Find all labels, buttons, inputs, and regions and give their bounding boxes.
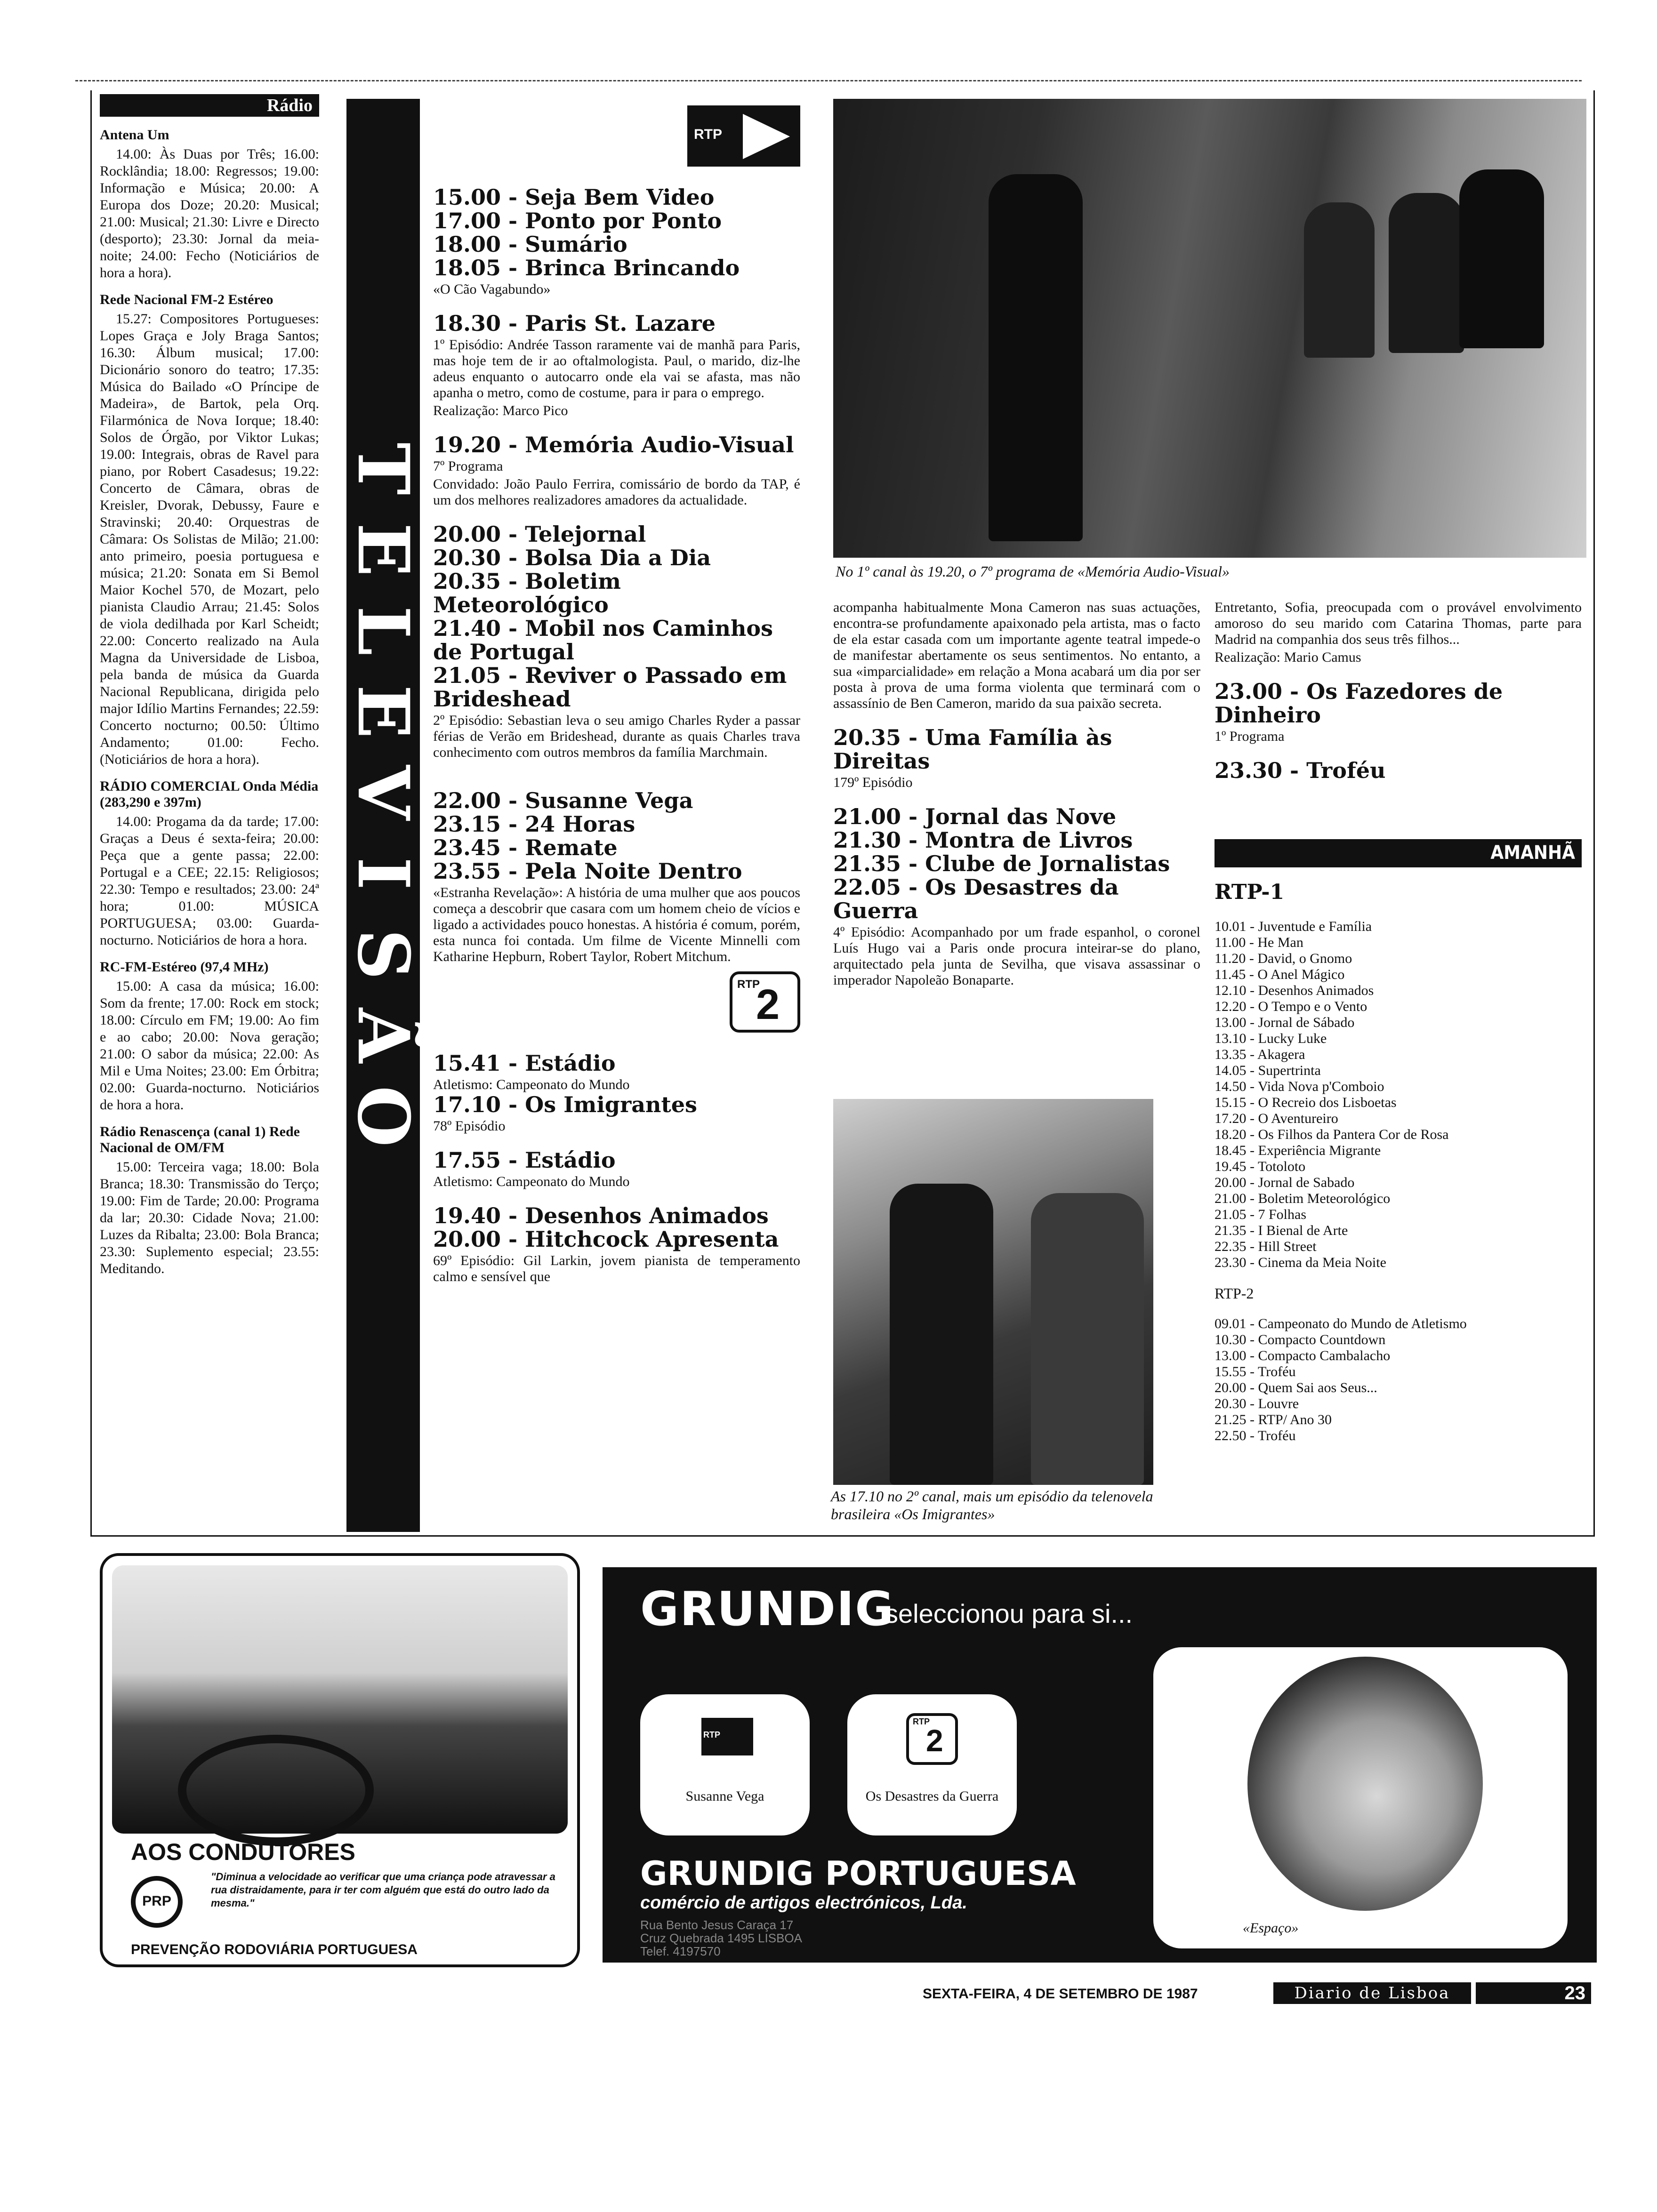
photo-caption: No 1º canal às 19.20, o 7º programa de «Memória Audio-Visual»: [836, 563, 1230, 580]
programme-title: 15.41 - Estádio: [433, 1050, 616, 1076]
programme-title: 22.05 - Os Desastres da Guerra: [833, 874, 1119, 923]
photo-figure: [1031, 1193, 1144, 1485]
schedule-row: 21.35 - I Bienal de Arte: [1215, 1223, 1348, 1238]
rtp1-logo: [701, 1718, 753, 1755]
schedule-row: 20.30 - Louvre: [1215, 1396, 1299, 1411]
banner-letter: V: [342, 765, 425, 820]
programme-description: 179º Episódio: [833, 775, 913, 790]
schedule-row: 09.01 - Campeonato do Mundo de Atletismo: [1215, 1316, 1467, 1331]
rtp2-schedule-list: [1215, 1316, 1582, 1444]
programme-description: «Estranha Revelação»: A história de uma mulher que aos poucos começa a descobrir que casara com um homem cheio de vícios e ligado a actividades pouco honestas. A história é comum, porém, esta nunca foi contada. Um filme de Vicente Minnelli com Katharine Hepburn, Robert Taylor, Robert Mitchum.: [433, 885, 800, 964]
schedule-row: 21.00 - Boletim Meteorológico: [1215, 1191, 1391, 1206]
schedule-row: 22.35 - Hill Street: [1215, 1239, 1317, 1254]
newspaper-title: Diario de Lisboa: [1273, 1982, 1471, 2004]
photo-figure: [1389, 193, 1464, 353]
radio-column: [100, 94, 319, 1534]
memoria-audiovisual-photo: [833, 99, 1586, 558]
schedule-row: 13.00 - Jornal de Sábado: [1215, 1015, 1355, 1030]
programme-description: 69º Episódio: Gil Larkin, jovem pianista de temperamento calmo e sensível que: [433, 1253, 800, 1284]
programme-title: 20.35 - Uma Família às Direitas: [833, 725, 1112, 774]
programme-description: Convidado: João Paulo Ferrira, comissário de bordo da TAP, é um dos melhores realizadores amadores da actualidade.: [433, 476, 800, 508]
banner-letter: Ã: [342, 1008, 425, 1063]
spacer: [1215, 665, 1582, 680]
programme-title: 23.55 - Pela Noite Dentro: [433, 858, 742, 884]
banner-letter: O: [342, 1085, 425, 1147]
photo-figure: [989, 174, 1083, 541]
rtp2-logo: [906, 1713, 958, 1765]
schedule-row: 21.05 - 7 Folhas: [1215, 1207, 1306, 1222]
portrait-screen: [1153, 1647, 1568, 1948]
spacer: [433, 761, 800, 789]
programme-title: 21.35 - Clube de Jornalistas: [833, 851, 1170, 876]
programme-title: 17.55 - Estádio: [433, 1147, 616, 1173]
road-safety-ad: [100, 1553, 580, 1967]
station-name: Rádio Renascença (canal 1) Rede Nacional de OM/FM: [100, 1124, 300, 1155]
spacer: [433, 508, 800, 522]
programme-note: «O Cão Vagabundo»: [433, 281, 551, 297]
steering-wheel-icon: [178, 1735, 374, 1846]
schedule-row: 22.50 - Troféu: [1215, 1428, 1296, 1443]
portrait-photo: [1247, 1657, 1483, 1911]
station-schedule: 14.00: Às Duas por Três; 16.00: Rocklândia; 18.00: Regressos; 19.00: Informação e Música; 20.00: A Europa dos Doze; 20.20: Musical; 21.00: Musical; 21.30: Livre e Directo (desporto); 23.30: Jornal da meia-noite; 24.00: Fecho (Noticiários de hora a hora).: [100, 146, 319, 281]
banner-letter: L: [342, 606, 425, 656]
ad-title: AOS CONDUTORES: [131, 1839, 355, 1865]
schedule-row: 14.05 - Supertrinta: [1215, 1063, 1321, 1078]
station-schedule: 14.00: Progama da da tarde; 17.00: Graças a Deus é sexta-feira; 20.00: Peça que a gente passa; 22.00: Portugal e a CEE; 22.15: Religiosos; 22.30: Tempo e resultados; 23.00: 24ª hora; 01.00: MÚSICA PORTUGUESA; 03.00: Guarda-nocturno. Noticiários de hora a hora.: [100, 814, 319, 948]
station-name: Antena Um: [100, 127, 169, 143]
channel-title: RTP-1: [1215, 880, 1285, 904]
programme-title: 23.00 - Os Fazedores de Dinheiro: [1215, 679, 1503, 728]
programme-title: 20.00 - Telejornal: [433, 521, 646, 547]
schedule-row: 15.55 - Troféu: [1215, 1364, 1296, 1379]
tv-screen-label: Susanne Vega: [685, 1788, 764, 1804]
company-name: GRUNDIG PORTUGUESA: [640, 1854, 1076, 1893]
banner-letter: I: [342, 857, 425, 890]
station-name: RÁDIO COMERCIAL Onda Média (283,290 e 397m): [100, 778, 319, 810]
programme-title: 21.40 - Mobil nos Caminhos de Portugal: [433, 616, 773, 665]
programme-title: 20.00 - Hitchcock Apresenta: [433, 1226, 779, 1252]
rtp1-logo-text: RTP: [703, 1730, 720, 1739]
grundig-ad: [603, 1567, 1597, 1963]
address-line: Cruz Quebrada 1495 LISBOA: [640, 1931, 802, 1945]
ad-illustration: [112, 1565, 568, 1834]
programme-title: 19.20 - Memória Audio-Visual: [433, 432, 794, 457]
schedule-row: 18.45 - Experiência Migrante: [1215, 1143, 1381, 1158]
schedule-row: 15.15 - O Recreio dos Lisboetas: [1215, 1095, 1397, 1110]
tv-screen-rtp1: [640, 1694, 810, 1835]
schedule-row: 11.45 - O Anel Mágico: [1215, 967, 1345, 982]
programme-credit: Realização: Marco Pico: [433, 403, 568, 418]
tv-column-1: [433, 99, 800, 1534]
programme-description: 1º Episódio: Andrée Tasson raramente vai de manhã para Paris, mas hoje tem de ir ao oftalmologista. Paul, o marido, diz-lhe adeus enquanto o autocarro onde ela vai se afasta, mas não apanha o metro, como de costume, para ir para o emprego.: [433, 337, 800, 401]
photo-figure: [1304, 202, 1375, 358]
spacer: [433, 419, 800, 433]
spacer: [433, 297, 800, 312]
schedule-row: 13.00 - Compacto Cambalacho: [1215, 1348, 1391, 1363]
phone-line: Telef. 4197570: [640, 1944, 721, 1958]
programme-description: 1º Programa: [1215, 729, 1285, 744]
schedule-row: 12.10 - Desenhos Animados: [1215, 983, 1374, 998]
programme-title: 21.05 - Reviver o Passado em Brideshead: [433, 663, 787, 712]
rtp1-logo: [687, 105, 800, 167]
rtp2-logo-row: [433, 971, 800, 1037]
page-number: 23: [1476, 1982, 1591, 2004]
channel-title: RTP-2: [1215, 1285, 1254, 1302]
schedule-row: 12.20 - O Tempo e o Vento: [1215, 999, 1367, 1014]
address-line: Rua Bento Jesus Caraça 17: [640, 1918, 794, 1932]
programme-title: 15.00 - Seja Bem Video: [433, 184, 715, 210]
schedule-row: 17.20 - O Aventureiro: [1215, 1111, 1338, 1126]
programme-description: 2º Episódio: Sebastian leva o seu amigo Charles Ryder a passar férias de Verão em Brideshead, durante as quais Charles trava conhecimento com outros membros da família Marchmain.: [433, 713, 800, 760]
amanha-listing: [1215, 880, 1582, 1534]
schedule-row: 10.01 - Juventude e Família: [1215, 919, 1372, 934]
rtp2-logo-text: RTP: [913, 1717, 930, 1726]
schedule-row: 19.45 - Totoloto: [1215, 1159, 1306, 1174]
rtp1-logo-row: [433, 105, 800, 171]
photo-caption: As 17.10 no 2º canal, mais um episódio da telenovela brasileira «Os Imigrantes»: [831, 1488, 1153, 1523]
spacer: [833, 791, 1200, 805]
rtp2-logo-digit: 2: [756, 981, 780, 1028]
programme-title: 20.30 - Bolsa Dia a Dia: [433, 545, 711, 570]
programme-title: 18.30 - Paris St. Lazare: [433, 311, 716, 336]
programme-description: Entretanto, Sofia, preocupada com o provável envolvimento amoroso do seu marido com Catarina Thomas, parte para Madrid na companhia dos seus três filhos...: [1215, 600, 1582, 647]
banner-letter: E: [342, 684, 425, 739]
ad-slogan: seleccionou para si...: [885, 1599, 1133, 1628]
televisao-banner: [342, 99, 425, 1532]
programme-title: 17.10 - Os Imigrantes: [433, 1092, 697, 1117]
rtp2-logo-digit: 2: [926, 1723, 943, 1758]
station-schedule: 15.00: Terceira vaga; 18.00: Bola Branca; 18.30: Transmissão do Terço; 19.00: Fim de Tarde; 20.00: Programa da lar; 20.30: Cidade Nova; 21.00: Luzes da Ribalta; 23.00: Bola Branca; 23.30: Suplemento especial; 23.55: Meditando.: [100, 1159, 319, 1276]
programme-title: 17.00 - Ponto por Ponto: [433, 208, 722, 233]
page-footer: [923, 1980, 1591, 2008]
ad-sponsor: PREVENÇÃO RODOVIÁRIA PORTUGUESA: [131, 1942, 418, 1957]
schedule-row: 14.50 - Vida Nova p'Comboio: [1215, 1079, 1384, 1094]
programme-description: Atletismo: Campeonato do Mundo: [433, 1174, 630, 1189]
programme-description: 78º Episódio: [433, 1118, 506, 1134]
rtp1-schedule-list: [1215, 919, 1582, 1271]
radio-header: Rádio: [100, 94, 319, 117]
imigrantes-photo: [833, 1099, 1153, 1485]
programme-title: 20.35 - Boletim Meteorológico: [433, 569, 621, 617]
schedule-row: 13.10 - Lucky Luke: [1215, 1031, 1327, 1046]
spacer: [1215, 745, 1582, 759]
rtp2-logo-text: RTP: [737, 978, 760, 991]
schedule-row: 20.00 - Quem Sai aos Seus...: [1215, 1380, 1377, 1395]
programme-credit: Realização: Mario Camus: [1215, 649, 1361, 665]
schedule-row: 13.35 - Akagera: [1215, 1047, 1305, 1062]
programme-title: 22.00 - Susanne Vega: [433, 788, 693, 813]
banner-letter: T: [342, 442, 425, 495]
programme-title: 18.00 - Sumário: [433, 232, 627, 257]
programme-title: 21.00 - Jornal das Nove: [833, 804, 1117, 829]
programme-title: 23.30 - Troféu: [1215, 758, 1386, 783]
arrow-icon: [743, 114, 790, 159]
programme-description: acompanha habitualmente Mona Cameron nas suas actuações, encontra-se profundamente apaixonado pela artista, mas o facto de ela estar casada com um importante agente teatral impede-o de manifestar abertamente os seus sentimentos. No entanto, a sua «imparcialidade» em relação a Mona acabará um dia por ser posta à prova de uma forma violenta que terminará com o assassínio de Ben Cameron, marido da sua paixão secreta.: [833, 600, 1200, 711]
schedule-row: 11.00 - He Man: [1215, 935, 1303, 950]
grundig-logo: GRUNDIG: [640, 1581, 895, 1636]
schedule-row: 23.30 - Cinema da Meia Noite: [1215, 1255, 1386, 1270]
station-schedule: 15.27: Compositores Portugueses: Lopes Graça e Joly Braga Santos; 16.30: Álbum musical; 17.00: Dicionário sonoro do teatro; 17.35: Música do Bailado «O Príncipe de Madeira», de Bartok, pela Orq. Filarmónica de Nova Iorque; 18.40: Solos de Órgão, por Viktor Lukas; 19.00: Integrais, obras de Ravel para piano, por Robert Casadesus; 19.22: Concerto de Câmara, obras de Kreisler, Dvorak, Debussy, Faure e Stravinski; 20.40: Orquestras de Câmara: Os Solistas de Milão; 21.00: anto primeiro, poesia portuguesa e música; 21.20: Sonata em Si Bemol Maior Kochel 570, de Mozart, pelo pianista Claudio Arrau; 21.45: Solos de viola dedilhada por Karl Scheidt; 22.00: Concerto realizado na Aula Magna da Universidade de Lisboa, pela banda de música da Guarda Nacional Republicana, dirigida pelo major Idílio Martins Fernandes; 22.59: Concerto nocturno; 00.50: Último Andamento; 01.00: Fecho. (Noticiários de hora a hora).: [100, 311, 319, 767]
rtp1-logo-text: RTP: [694, 127, 722, 142]
company-address: [640, 1918, 802, 1958]
programme-subtitle: 7º Programa: [433, 458, 503, 474]
ad-quote: "Diminua a velocidade ao verificar que uma criança pode atravessar a rua distraidamente, para ir ter com alguém que está do outro lado da mesma.": [211, 1871, 555, 1909]
amanha-header: AMANHÃ: [1215, 839, 1582, 867]
station-schedule: 15.00: A casa da música; 16.00: Som da frente; 17.00: Rock em stock; 18.00: Círculo em FM; 19.00: Ao fim e ao cabo; 20.00: Nova geração; 21.00: O sabor da música; 22.00: As Mil e Uma Noites; 23.00: Em Órbitra; 02.00: Guarda-nocturno. Noticiários de hora a hora.: [100, 978, 319, 1113]
programme-description: Atletismo: Campeonato do Mundo: [433, 1077, 630, 1092]
banner-letter: E: [342, 522, 425, 577]
top-rule: [75, 80, 1582, 81]
programme-title: 21.30 - Montra de Livros: [833, 827, 1133, 853]
tv-column-3: [1215, 598, 1582, 861]
station-name: Rede Nacional FM-2 Estéreo: [100, 292, 273, 307]
programme-title: 23.45 - Remate: [433, 835, 618, 860]
company-tagline: comércio de artigos electrónicos, Lda.: [640, 1893, 967, 1913]
programme-description: 4º Episódio: Acompanhado por um frade espanhol, o coronel Luís Hugo vai a Paris onde procura inteirar-se do plano, arquitectado pela junta de Sevilha, que visava assassinar o imperador Napoleão Bonaparte.: [833, 924, 1200, 988]
programme-title: 23.15 - 24 Horas: [433, 811, 635, 837]
tv-screen-rtp2: [847, 1694, 1017, 1835]
schedule-row: 11.20 - David, o Gnomo: [1215, 951, 1352, 966]
station-name: RC-FM-Estéreo (97,4 MHz): [100, 959, 269, 975]
spacer: [433, 1190, 800, 1204]
banner-letter: S: [342, 929, 425, 980]
spacer: [833, 712, 1200, 726]
schedule-row: 20.00 - Jornal de Sabado: [1215, 1175, 1355, 1190]
photo-figure: [890, 1184, 993, 1485]
programme-title: 18.05 - Brinca Brincando: [433, 255, 740, 281]
portrait-caption: «Espaço»: [1243, 1920, 1299, 1936]
programme-title: 19.40 - Desenhos Animados: [433, 1203, 769, 1228]
spacer: [433, 1134, 800, 1148]
tv-screen-label: Os Desastres da Guerra: [865, 1788, 999, 1804]
rtp2-logo: [730, 971, 800, 1033]
photo-figure: [1459, 169, 1544, 348]
banner-letters: [342, 428, 425, 1322]
schedule-row: 10.30 - Compacto Countdown: [1215, 1332, 1386, 1347]
issue-date: SEXTA-FEIRA, 4 DE SETEMBRO DE 1987: [923, 1986, 1198, 2002]
prp-sign-icon: PRP: [131, 1876, 183, 1928]
tv-column-2: [833, 598, 1200, 1092]
schedule-row: 21.25 - RTP/ Ano 30: [1215, 1412, 1332, 1427]
schedule-row: 18.20 - Os Filhos da Pantera Cor de Rosa: [1215, 1127, 1449, 1142]
